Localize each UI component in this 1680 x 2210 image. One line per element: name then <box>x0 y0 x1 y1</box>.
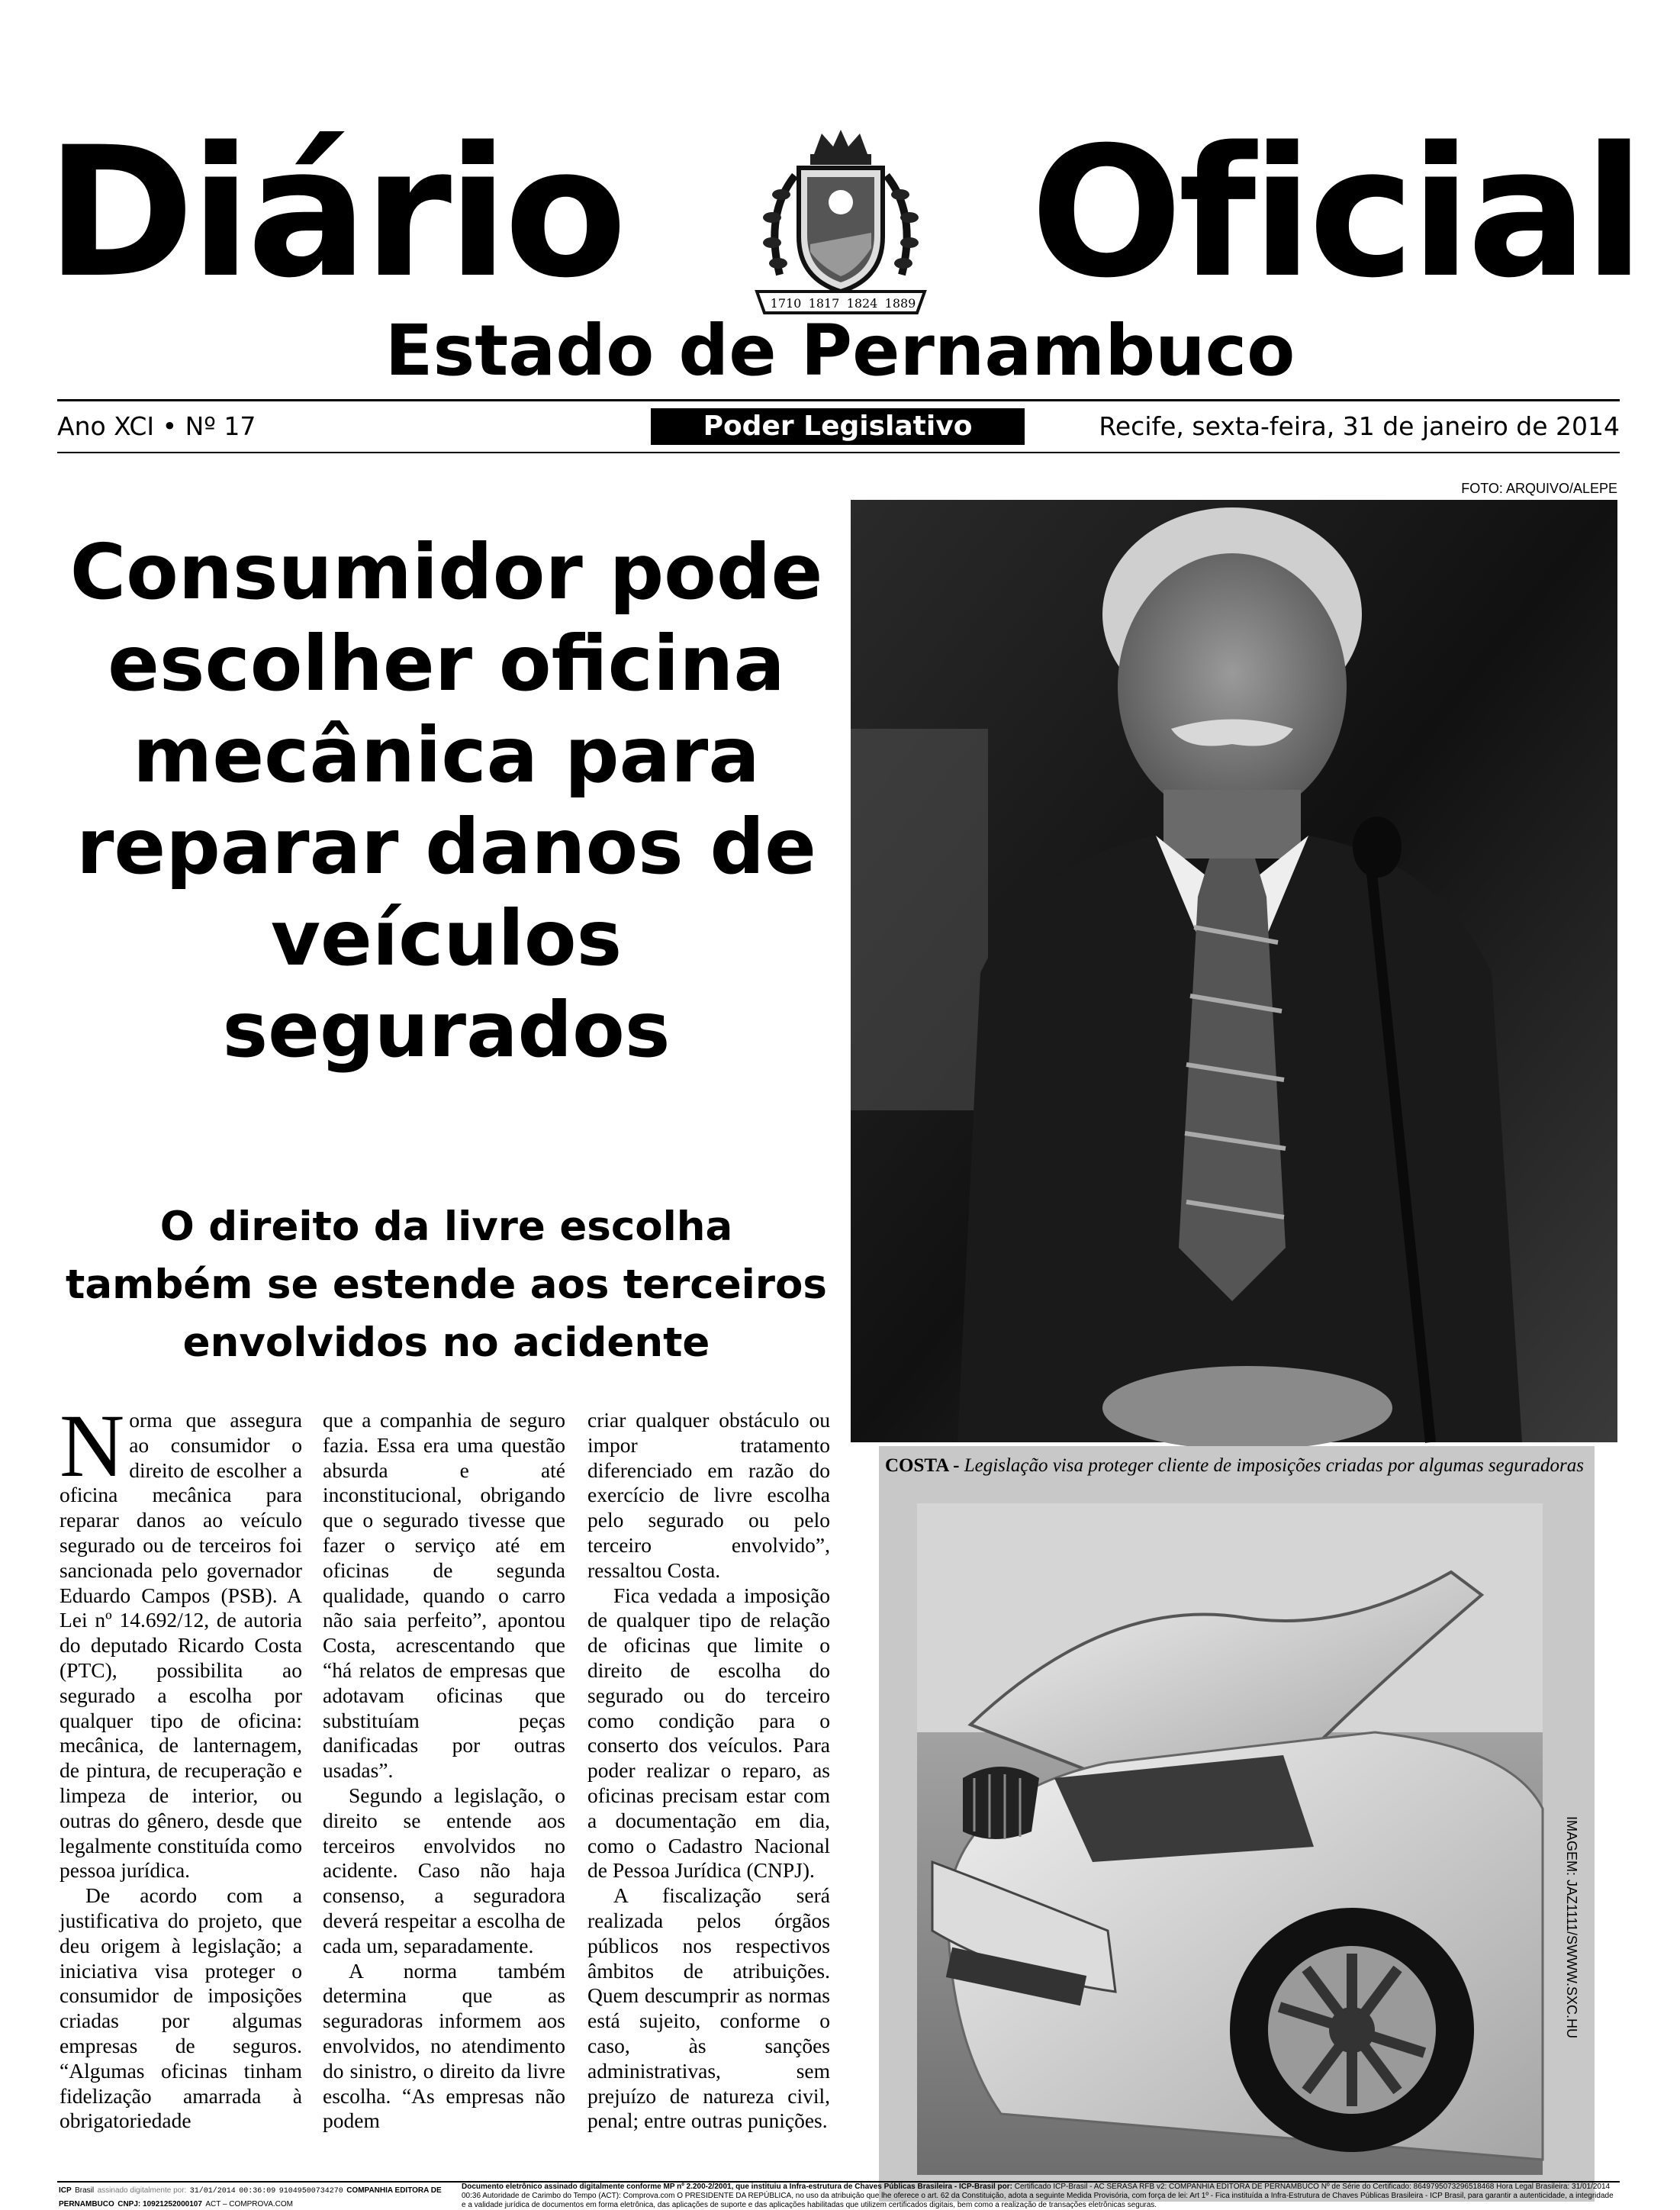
column-3-paragraph-3: A fiscalização será realizada pelos órgãos públicos nos respectivos âmbitos de atribuições. Quem descumprir as normas está sujeito, conforme o caso, às sanções administrativas, sem prejuízo de natureza civil, penal; entre outras punições. <box>587 1883 830 2133</box>
photo-credit-portrait: FOTO: ARQUIVO/ALEPE <box>1461 481 1617 496</box>
photo-credit-car: IMAGEM: JAZ1111/SWWW.SXC.HU <box>1564 1816 1579 2039</box>
notice-line-1: Documento eletrônico assinado digitalmente conforme MP nº 2.200-2/2001, que instituiu a Infra-estrutura de Chaves Públicas Brasileira - ICP-Brasil por: <box>462 2183 1012 2191</box>
seal-year-3: 1824 <box>846 296 878 311</box>
masthead <box>46 109 1640 317</box>
column-2-paragraph-1: que a companhia de seguro fazia. Essa era uma questão absurda e até inconstitucional, obrigando que o segurado tivesse que fazer o serviço até em oficinas de segunda qualidade, quando o carro não saia perfeito”, apontou Costa, acrescentando que “há relatos de empresas que adotavam oficinas que substituíam peças danificadas por outras usadas”. <box>323 1408 565 1783</box>
column-3-paragraph-2: Fica vedada a imposição de qualquer tipo de relação de oficinas que limite o direito de escolha do segurado ou do terceiro como condição para o conserto dos veículos. Para poder realizar o reparo, as oficinas precisam estar com a documentação em dia, como o Cadastro Nacional de Pessoa Jurídica (CNPJ). <box>587 1583 830 1883</box>
digital-signature-notice <box>462 2183 1614 2209</box>
signer-cnpj: CNPJ: 10921252000107 <box>117 2200 202 2208</box>
seal-year-1: 1710 <box>770 296 802 311</box>
article-column-3 <box>587 1408 830 2134</box>
signature-stamp <box>59 2183 455 2208</box>
signature-date: 31/01/2014 <box>189 2187 236 2196</box>
notice-line-5: Art 1º - Fica instituída a Infra-Estrutura de Chaves Públicas Brasileira - ICP Brasil, para garantir a autenticidade, a integridade e a validade jurídica de documentos em forma eletrônica, <box>462 2192 1614 2209</box>
icp-brasil-logo-text: ICP <box>59 2186 72 2195</box>
column-2-paragraph-3: A norma também determina que as seguradoras informem aos envolvidos, no atendimento do sinistro, o direito da livre escolha. “As empresas não podem <box>323 1958 565 2133</box>
caption-text: Legislação visa proteger cliente de imposições criadas por algumas seguradoras <box>959 1455 1584 1476</box>
signer-company: COMPANHIA EDITORA DE PERNAMBUCO <box>59 2186 442 2208</box>
article-column-1 <box>60 1396 302 2134</box>
caption-name: COSTA - <box>885 1455 960 1476</box>
column-3-paragraph-1: criar qualquer obstáculo ou impor tratamento diferenciado em razão do exercício de livre escolha pelo segurado ou pelo terceiro envolvido”, ressaltou Costa. <box>587 1408 830 1582</box>
drop-cap: N <box>60 1396 125 1496</box>
notice-line-3: Hora Legal Brasileira: 31/01/2014 00:36 Autoridade de Carimbo do Tempo (ACT): Comprova.com <box>462 2183 1611 2200</box>
date-place: Recife, sexta-feira, 31 de janeiro de 2014 <box>1099 411 1620 441</box>
signature-time: 00:36:09 <box>239 2187 276 2196</box>
signed-by-label: assinado digitalmente por: <box>97 2186 187 2195</box>
column-1-paragraph-2: De acordo com a justificativa do projeto, que deu origem à legislação; a iniciativa visa proteger o consumidor de imposições criadas por algumas empresas de seguros. “Algumas oficinas tinham fidelização amarrada à obrigatoriedade <box>60 1883 302 2133</box>
icp-brasil-logo-subtext: Brasil <box>75 2186 95 2195</box>
signature-serial: 91049500734270 <box>278 2187 343 2196</box>
notice-line-6: das aplicações de suporte e das aplicações habilitadas que utilizem certificados digitais, bem como a realização de transações eletrônicas seguras. <box>657 2201 1157 2209</box>
crashed-car-photo <box>917 1503 1543 2175</box>
section-label: Poder Legislativo <box>651 408 1025 445</box>
masthead-title-left: Diário <box>46 109 623 317</box>
column-1-paragraph-1: orma que assegura ao consumidor o direito de escolher a oficina mecânica para reparar danos ao veículo segurado ou de terceiros foi sancionada pelo governador Eduardo Campos (PSB). A Lei nº 14.692/12, de autoria do deputado Ricardo Costa (PTC), possibilita ao segurado a escolha por qualquer tipo de oficina: mecânica, de lanternagem, de pintura, de recuperação e limpeza de interior, ou outras do gênero, desde que legalmente constituída como pessoa jurídica. <box>60 1408 302 1883</box>
portrait-caption <box>885 1454 1591 1478</box>
article-subheadline: O direito da livre escolha também se estende aos terceiros envolvidos no acidente <box>66 1203 827 1366</box>
info-bar <box>57 408 1620 445</box>
masthead-title-right: Oficial <box>1030 109 1640 317</box>
seal-year-2: 1817 <box>808 296 840 311</box>
seal-year-4: 1889 <box>884 296 916 311</box>
state-coat-of-arms-seal <box>734 130 948 321</box>
info-bar-bottom-rule <box>57 452 1620 453</box>
portrait-photo <box>851 500 1617 1442</box>
article-column-2 <box>323 1408 565 2134</box>
notice-line-4: O PRESIDENTE DA REPÚBLICA, no uso da atribuição que lhe oferece o art. 62 da Constituição, adota a seguinte Medida Provisória, com força de lei: <box>677 2192 1188 2200</box>
article-headline: Consumidor pode escolher oficina mecânica para reparar danos de veículos segurados <box>69 527 823 1074</box>
masthead-subtitle: Estado de Pernambuco <box>385 310 1295 391</box>
column-2-paragraph-2: Segundo a legislação, o direito se entende aos terceiros envolvidos no acidente. Caso não haja consenso, a seguradora deverá respeitar a escolha de cada um, separadamente. <box>323 1783 565 1957</box>
notice-line-2: Certificado ICP-Brasil - AC SERASA RFB v2: COMPANHIA EDITORA DE PERNAMBUCO Nº de Série do Certificado: 8649795073296518468 <box>1014 2183 1495 2191</box>
top-rule <box>57 399 1620 401</box>
edition-number: Ano XCI • Nº 17 <box>57 411 256 441</box>
act-comprova: ACT – COMPROVA.COM <box>205 2200 293 2208</box>
